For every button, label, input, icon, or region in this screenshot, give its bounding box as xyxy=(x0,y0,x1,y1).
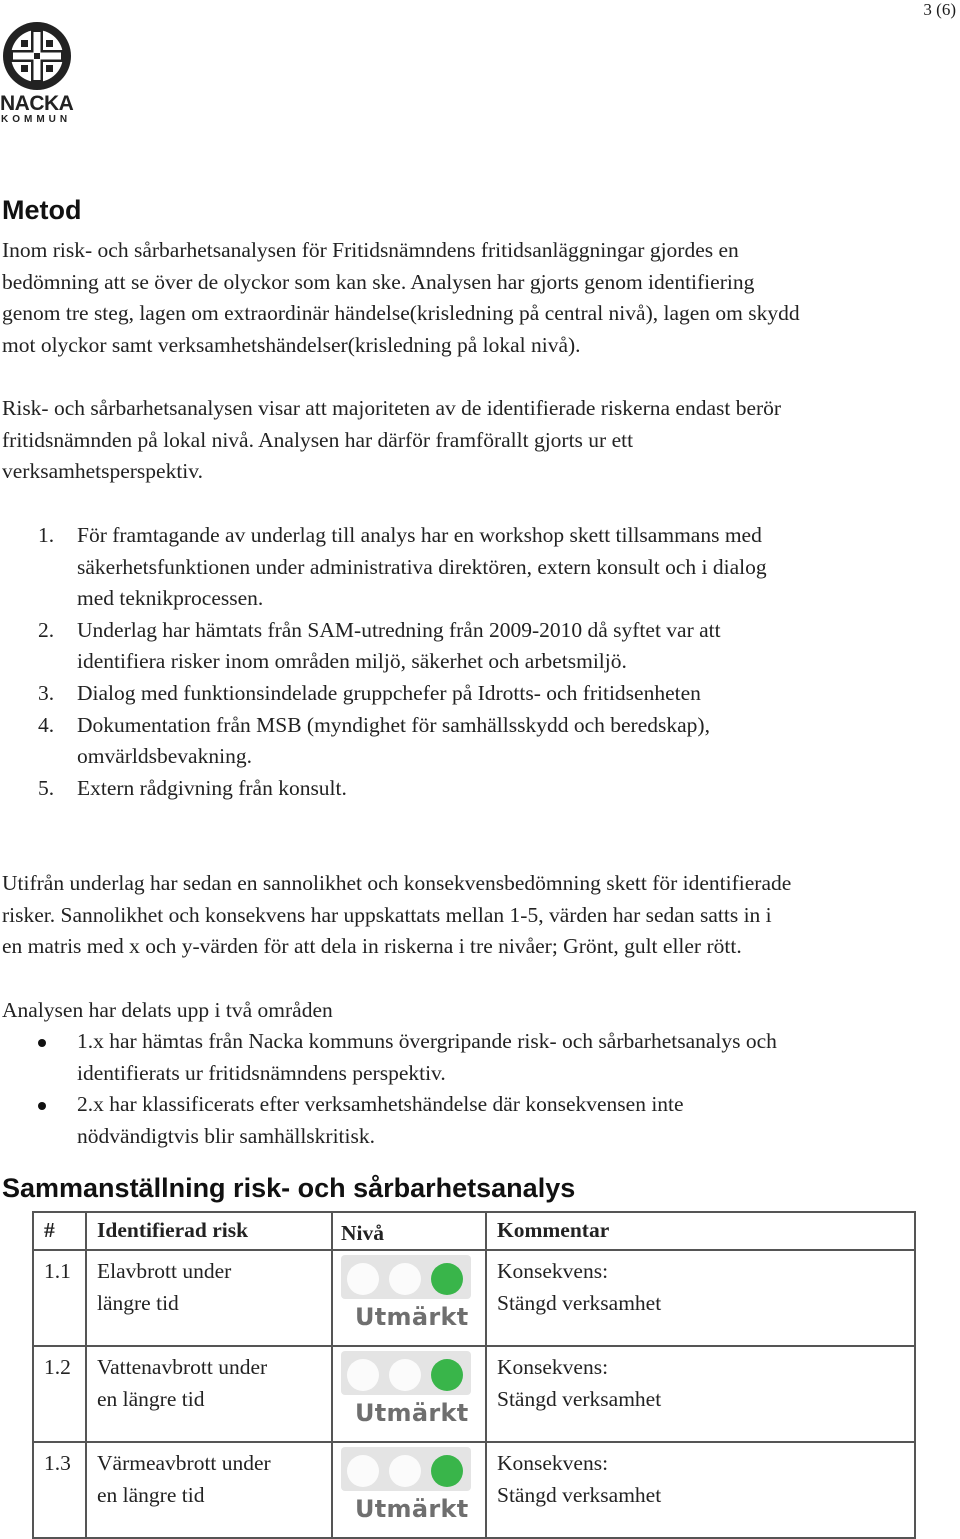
risk-level xyxy=(332,1250,486,1346)
text-line: fritidsnämnden på lokal nivå. Analysen har därför framförallt gjorts ur ett xyxy=(2,427,634,452)
risk-comment xyxy=(486,1250,915,1346)
metod-heading: Metod xyxy=(2,195,82,225)
light-2-icon xyxy=(389,1263,421,1295)
nacka-seal-icon xyxy=(2,20,72,92)
light-1-icon xyxy=(347,1263,379,1295)
metod-paragraph-1 xyxy=(2,235,942,361)
metod-paragraph-2 xyxy=(2,393,942,488)
text-line: säkerhetsfunktionen under administrativa direktören, extern konsult och i dialog xyxy=(77,554,767,579)
list-number: 3. xyxy=(38,680,55,705)
light-3-green-icon xyxy=(431,1455,463,1487)
column-header-number: # xyxy=(33,1212,86,1250)
light-3-green-icon xyxy=(431,1359,463,1391)
list-item xyxy=(0,773,940,805)
metod-paragraph-3 xyxy=(2,868,942,963)
list-number: 1. xyxy=(38,523,55,547)
level-label: Utmärkt xyxy=(355,1399,469,1427)
text-line: Konsekvens: xyxy=(497,1355,609,1379)
list-item xyxy=(0,1026,940,1089)
traffic-light-indicator xyxy=(341,1255,475,1339)
table-row xyxy=(33,1250,915,1346)
light-3-green-icon xyxy=(431,1263,463,1295)
text-line: Vattenavbrott under xyxy=(97,1355,268,1379)
text-line: Dokumentation från MSB (myndighet för samhällsskydd och beredskap), xyxy=(77,712,710,737)
text-line: Extern rådgivning från konsult. xyxy=(77,775,347,800)
table-header-row xyxy=(33,1212,915,1250)
text-line: identifierats ur fritidsnämndens perspektiv. xyxy=(77,1060,446,1085)
light-1-icon xyxy=(347,1359,379,1391)
text-line: längre tid xyxy=(97,1291,179,1315)
text-line: genom tre steg, lagen om extraordinär händelse(krisledning på central nivå), lagen om skydd xyxy=(2,301,800,326)
light-1-icon xyxy=(347,1455,379,1487)
table-row xyxy=(33,1442,915,1538)
risk-comment xyxy=(486,1442,915,1538)
level-label: Utmärkt xyxy=(355,1495,469,1523)
column-header-level: Nivå xyxy=(332,1212,486,1250)
list-number: 2. xyxy=(38,617,55,642)
light-2-icon xyxy=(389,1455,421,1487)
text-line: Utifrån underlag har sedan en sannolikhet och konsekvensbedömning skett för identifierade xyxy=(2,871,792,895)
text-line: Underlag har hämtats från SAM-utredning från 2009-2010 då syftet var att xyxy=(77,617,721,642)
text-line: 2.x har klassificerats efter verksamhetshändelse där konsekvensen inte xyxy=(77,1092,684,1117)
text-line: risker. Sannolikhet och konsekvens har uppskattats mellan 1-5, värden har sedan satts in i xyxy=(2,902,772,927)
text-line: en längre tid xyxy=(97,1387,205,1411)
level-label: Utmärkt xyxy=(355,1303,469,1331)
traffic-light-indicator xyxy=(341,1351,475,1435)
text-line: Stängd verksamhet xyxy=(497,1291,662,1315)
text-line: verksamhetsperspektiv. xyxy=(2,459,204,484)
bullet-icon xyxy=(38,1039,46,1047)
text-line: Inom risk- och sårbarhetsanalysen för Fritidsnämndens fritidsanläggningar gjordes en xyxy=(2,238,739,262)
text-line: bedömning att se över de olyckor som kan ske. Analysen har gjorts genom identifiering xyxy=(2,269,755,294)
text-line: med teknikprocessen. xyxy=(77,586,264,611)
list-item xyxy=(0,615,940,678)
list-item xyxy=(0,678,940,710)
risk-description xyxy=(86,1250,332,1346)
text-line: Värmeavbrott under xyxy=(97,1451,271,1475)
table-row xyxy=(33,1346,915,1442)
metod-paragraph-4: Analysen har delats upp i två områden xyxy=(2,998,333,1022)
text-line: en matris med x och y-värden för att dela in riskerna i tre nivåer; Grönt, gult eller rött. xyxy=(2,934,742,959)
risk-description xyxy=(86,1442,332,1538)
summary-heading: Sammanställning risk- och sårbarhetsanalys xyxy=(2,1173,576,1203)
text-line: nödvändigtvis blir samhällskritisk. xyxy=(77,1123,375,1148)
page-number: 3 (6) xyxy=(923,0,956,19)
text-line: Stängd verksamhet xyxy=(497,1387,662,1411)
text-line: identifiera risker inom områden miljö, säkerhet och arbetsmiljö. xyxy=(77,649,627,674)
text-line: 1.x har hämtas från Nacka kommuns övergripande risk- och sårbarhetsanalys och xyxy=(77,1029,777,1053)
column-header-comment: Kommentar xyxy=(486,1212,915,1250)
bullet-icon xyxy=(38,1102,46,1110)
risk-id: 1.3 xyxy=(33,1442,86,1538)
text-line: Konsekvens: xyxy=(497,1451,609,1475)
list-item xyxy=(0,710,940,773)
bullet-list xyxy=(0,1026,940,1152)
list-item xyxy=(0,520,940,615)
text-line: en längre tid xyxy=(97,1483,205,1507)
risk-id: 1.2 xyxy=(33,1346,86,1442)
text-line: Dialog med funktionsindelade gruppchefer på Idrotts- och fritidsenheten xyxy=(77,680,701,705)
nacka-kommun-logo xyxy=(0,20,78,128)
risk-description xyxy=(86,1346,332,1442)
logo-word-nacka: NACKA xyxy=(0,92,74,115)
text-line: Elavbrott under xyxy=(97,1259,232,1283)
list-number: 5. xyxy=(38,775,55,800)
text-line: omvärldsbevakning. xyxy=(77,744,252,769)
risk-level xyxy=(332,1346,486,1442)
column-header-risk: Identifierad risk xyxy=(86,1212,332,1250)
traffic-light-indicator xyxy=(341,1447,475,1531)
numbered-list xyxy=(0,520,940,804)
text-line: Konsekvens: xyxy=(497,1259,609,1283)
light-2-icon xyxy=(389,1359,421,1391)
text-line: För framtagande av underlag till analys har en workshop skett tillsammans med xyxy=(77,523,762,547)
logo-word-kommun: KOMMUN xyxy=(1,114,72,125)
risk-level xyxy=(332,1442,486,1538)
risk-id: 1.1 xyxy=(33,1250,86,1346)
list-item xyxy=(0,1089,940,1152)
text-line: Stängd verksamhet xyxy=(497,1483,662,1507)
list-number: 4. xyxy=(38,712,55,737)
text-line: Risk- och sårbarhetsanalysen visar att majoriteten av de identifierade riskerna endast berör xyxy=(2,396,782,420)
risk-comment xyxy=(486,1346,915,1442)
text-line: mot olyckor samt verksamhetshändelser(krisledning på lokal nivå). xyxy=(2,332,581,357)
risk-table xyxy=(32,1211,916,1539)
